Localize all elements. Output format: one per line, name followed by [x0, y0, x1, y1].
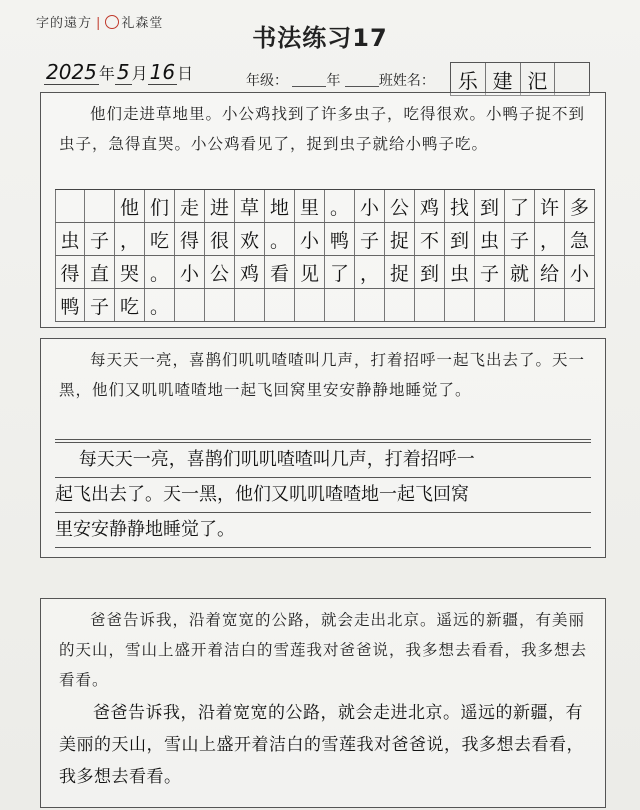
grid-cell: 得	[55, 256, 85, 288]
grid-cell: 捉	[385, 223, 415, 255]
grid-cell: 就	[505, 256, 535, 288]
grid-cell: 许	[535, 190, 565, 222]
year-unit-label: 年	[326, 73, 341, 89]
grid-cell: 草	[235, 190, 265, 222]
grade-label: 年级：	[246, 73, 288, 89]
grid-cell: 小	[355, 190, 385, 222]
grid-cell: 找	[445, 190, 475, 222]
handwritten-line: 里安安静静地睡觉了。	[55, 513, 591, 548]
grid-cell: 多	[565, 190, 595, 222]
grid-cell	[55, 190, 85, 222]
grid-cell: 他	[115, 190, 145, 222]
grid-cell: 欢	[235, 223, 265, 255]
grid-cell: 见	[295, 256, 325, 288]
grid-cell: ，	[535, 223, 565, 255]
practice-section-1	[40, 92, 606, 328]
grid-cell: 鸭	[325, 223, 355, 255]
grid-cell	[445, 289, 475, 321]
grid-cell: 急	[565, 223, 595, 255]
grid-row	[55, 223, 595, 256]
grid-cell: 子	[475, 256, 505, 288]
grid-cell: 到	[415, 256, 445, 288]
model-text: 爸爸告诉我，沿着宽宽的公路，就会走出北京。遥远的新疆，有美丽的天山，雪山上盛开着洁白的雪莲我对爸爸说，我多想去看看，我多想去看看。	[59, 611, 588, 689]
practice-lines	[55, 439, 591, 548]
grade-class-line	[246, 70, 435, 90]
date-day-label: 日	[177, 64, 194, 83]
grid-cell: 。	[265, 223, 295, 255]
grid-cell: ，	[355, 256, 385, 288]
date-year: 2025	[46, 60, 97, 84]
brand-right-text: 礼森堂	[121, 16, 164, 31]
grid-cell: 地	[265, 190, 295, 222]
name-char: 建	[486, 63, 521, 95]
class-blank[interactable]	[345, 74, 379, 87]
handwritten-paragraph: 爸爸告诉我，沿着宽宽的公路，就会走进北京。遥远的新疆，有美丽的天山，雪山上盛开着洁白的雪莲我对爸爸说，我多想去看看，我多想去看看。	[59, 703, 584, 787]
brand-left-text: 字的遠方	[36, 16, 93, 31]
grid-cell	[175, 289, 205, 321]
date-year-label: 年	[98, 64, 115, 83]
grid-cell: 给	[535, 256, 565, 288]
grid-cell: 了	[505, 190, 535, 222]
grid-cell: 子	[85, 289, 115, 321]
grid-cell: 吃	[115, 289, 145, 321]
grade-blank[interactable]	[292, 74, 326, 87]
grid-cell: 小	[175, 256, 205, 288]
grid-cell: 。	[145, 289, 175, 321]
grid-cell: 看	[265, 256, 295, 288]
grid-cell	[295, 289, 325, 321]
practice-section-2	[40, 338, 606, 558]
grid-cell: 们	[145, 190, 175, 222]
name-char: 乐	[451, 63, 486, 95]
grid-cell: 子	[505, 223, 535, 255]
model-text: 每天天一亮，喜鹊们叽叽喳喳叫几声，打着招呼一起飞出去了。天一黑，他们又叽叽喳喳地一起飞回窝里安安静静地睡觉了。	[59, 351, 586, 399]
date-month-label: 月	[131, 64, 148, 83]
grid-cell: 直	[85, 256, 115, 288]
grid-cell	[235, 289, 265, 321]
grid-cell: 虫	[55, 223, 85, 255]
handwritten-line: 每天天一亮，喜鹊们叽叽喳喳叫几声，打着招呼一	[55, 443, 591, 478]
grid-cell: 得	[175, 223, 205, 255]
grid-cell: 到	[445, 223, 475, 255]
grid-cell	[205, 289, 235, 321]
grid-cell: 子	[355, 223, 385, 255]
grid-cell: 到	[475, 190, 505, 222]
grid-row	[55, 289, 595, 322]
grid-cell: ，	[115, 223, 145, 255]
grid-cell	[475, 289, 505, 321]
practice-section-3	[40, 598, 606, 808]
grid-cell	[355, 289, 385, 321]
grid-cell	[325, 289, 355, 321]
grid-cell: 小	[295, 223, 325, 255]
grid-cell	[505, 289, 535, 321]
grid-cell	[265, 289, 295, 321]
grid-cell: 走	[175, 190, 205, 222]
grid-cell: 。	[145, 256, 175, 288]
grid-cell: 小	[565, 256, 595, 288]
grid-cell: 里	[295, 190, 325, 222]
class-name-label: 班姓名：	[378, 73, 435, 89]
page-title: 书法练习17	[252, 24, 388, 52]
grid-cell: 了	[325, 256, 355, 288]
grid-cell	[85, 190, 115, 222]
grid-cell: 虫	[445, 256, 475, 288]
grid-row	[55, 190, 595, 223]
grid-row	[55, 256, 595, 289]
grid-cell: 鸡	[235, 256, 265, 288]
grid-cell: 虫	[475, 223, 505, 255]
grid-cell: 鸡	[415, 190, 445, 222]
grid-cell: 公	[205, 256, 235, 288]
name-box[interactable]	[450, 62, 590, 96]
handwritten-line: 起飞出去了。天一黑，他们又叽叽喳喳地一起飞回窝	[55, 478, 591, 513]
grid-cell: 吃	[145, 223, 175, 255]
date-month: 5	[116, 60, 130, 84]
grid-cell	[415, 289, 445, 321]
name-char: 汜	[521, 63, 556, 95]
grid-cell: 进	[205, 190, 235, 222]
practice-grid	[55, 189, 595, 322]
brand-separator: |	[96, 16, 102, 31]
grid-cell: 子	[85, 223, 115, 255]
grid-cell	[565, 289, 595, 321]
grid-cell	[385, 289, 415, 321]
model-text: 他们走进草地里。小公鸡找到了许多虫子，吃得很欢。小鸭子捉不到虫子，急得直哭。小公鸡看见了，捉到虫子就给小鸭子吃。	[59, 105, 586, 153]
grid-cell: 。	[325, 190, 355, 222]
grid-cell: 捉	[385, 256, 415, 288]
grid-cell: 不	[415, 223, 445, 255]
grid-cell: 鸭	[55, 289, 85, 321]
grid-cell	[535, 289, 565, 321]
grid-cell: 公	[385, 190, 415, 222]
grid-cell: 哭	[115, 256, 145, 288]
date-day: 16	[149, 60, 176, 84]
grid-cell: 很	[205, 223, 235, 255]
date-line	[44, 60, 193, 84]
name-char	[555, 63, 589, 95]
